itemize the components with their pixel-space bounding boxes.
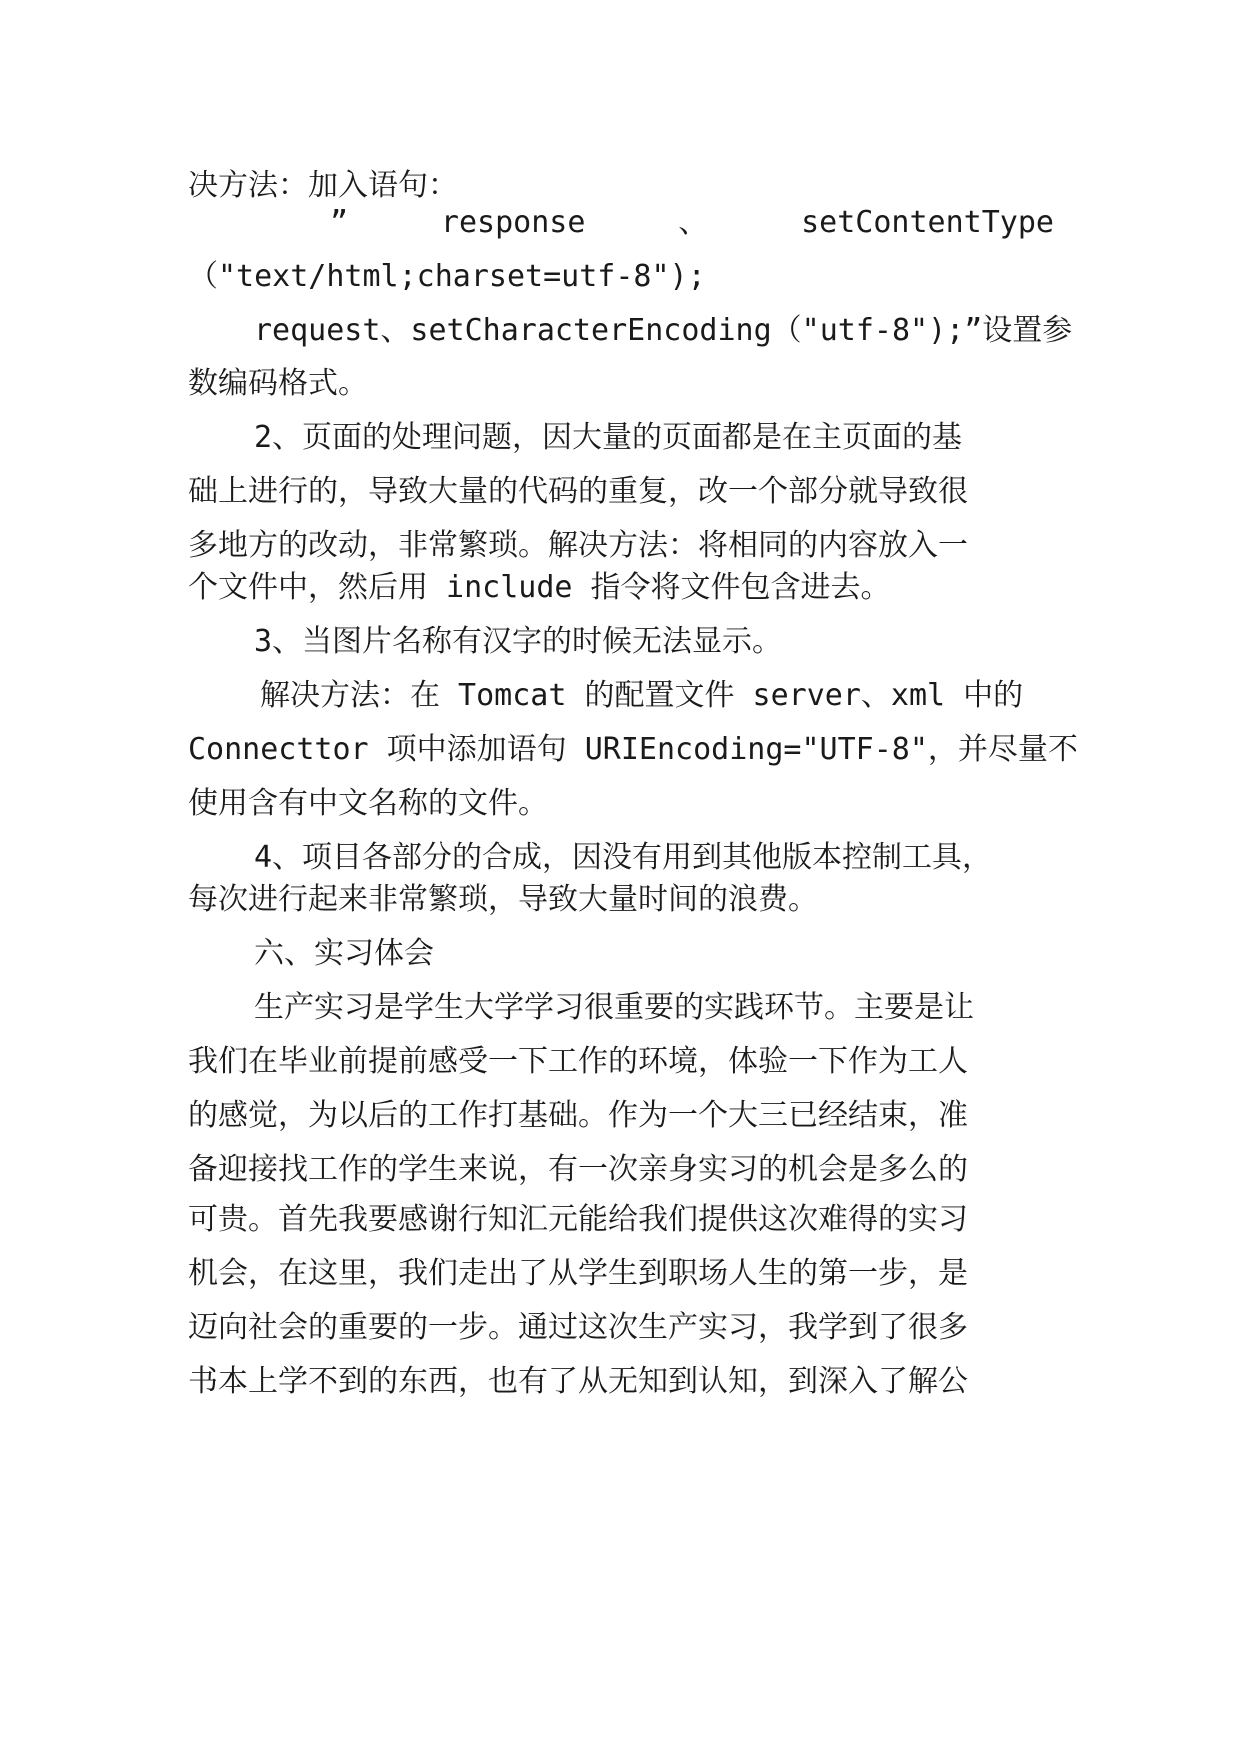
text-line-11: Connecttor 项中添加语句 URIEncoding="UTF-8"，并尽量不 bbox=[188, 732, 1078, 767]
text-line-23: 书本上学不到的东西，也有了从无知到认知，到深入了解公 bbox=[188, 1364, 968, 1399]
code-token-response: response bbox=[440, 205, 586, 240]
text-line-16: 生产实习是学生大学学习很重要的实践环节。主要是让 bbox=[254, 990, 974, 1025]
code-line-response bbox=[330, 203, 1054, 243]
text-line-3: request、setCharacterEncoding（"utf-8");”设置参 bbox=[254, 313, 1073, 348]
text-line-17: 我们在毕业前提前感受一下工作的环境，体验一下作为工人 bbox=[188, 1044, 968, 1079]
text-line-19: 备迎接找工作的学生来说，有一次亲身实习的机会是多么的 bbox=[188, 1152, 968, 1187]
section-heading: 六、实习体会 bbox=[254, 936, 434, 971]
text-line-22: 迈向社会的重要的一步。通过这次生产实习，我学到了很多 bbox=[188, 1310, 968, 1345]
text-line-5: 2、页面的处理问题，因大量的页面都是在主页面的基 bbox=[254, 420, 963, 455]
text-line-14: 每次进行起来非常繁琐，导致大量时间的浪费。 bbox=[188, 882, 818, 917]
text-line-4: 数编码格式。 bbox=[188, 366, 368, 401]
text-line-20: 可贵。首先我要感谢行知汇元能给我们提供这次难得的实习 bbox=[188, 1202, 968, 1237]
text-line-10: 解决方法：在 Tomcat 的配置文件 server、xml 中的 bbox=[260, 678, 1024, 713]
text-line-18: 的感觉，为以后的工作打基础。作为一个大三已经结束，准 bbox=[188, 1098, 968, 1133]
text-line-13: 4、项目各部分的合成，因没有用到其他版本控制工具， bbox=[254, 840, 993, 875]
text-line-21: 机会，在这里，我们走出了从学生到职场人生的第一步，是 bbox=[188, 1256, 968, 1291]
text-line-8: 个文件中，然后用 include 指令将文件包含进去。 bbox=[188, 570, 891, 605]
text-line-2: （"text/html;charset=utf-8"); bbox=[188, 259, 706, 294]
text-line-12: 使用含有中文名称的文件。 bbox=[188, 786, 548, 821]
code-token-separator: 、 bbox=[678, 205, 709, 240]
text-line-6: 础上进行的，导致大量的代码的重复，改一个部分就导致很 bbox=[188, 474, 968, 509]
text-line-7: 多地方的改动，非常繁琐。解决方法：将相同的内容放入一 bbox=[188, 528, 968, 563]
quote-mark: ” bbox=[330, 205, 349, 240]
code-token-setcontenttype: setContentType bbox=[801, 205, 1054, 240]
text-line-9: 3、当图片名称有汉字的时候无法显示。 bbox=[254, 624, 783, 659]
text-line-1: 决方法：加入语句： bbox=[188, 168, 458, 203]
